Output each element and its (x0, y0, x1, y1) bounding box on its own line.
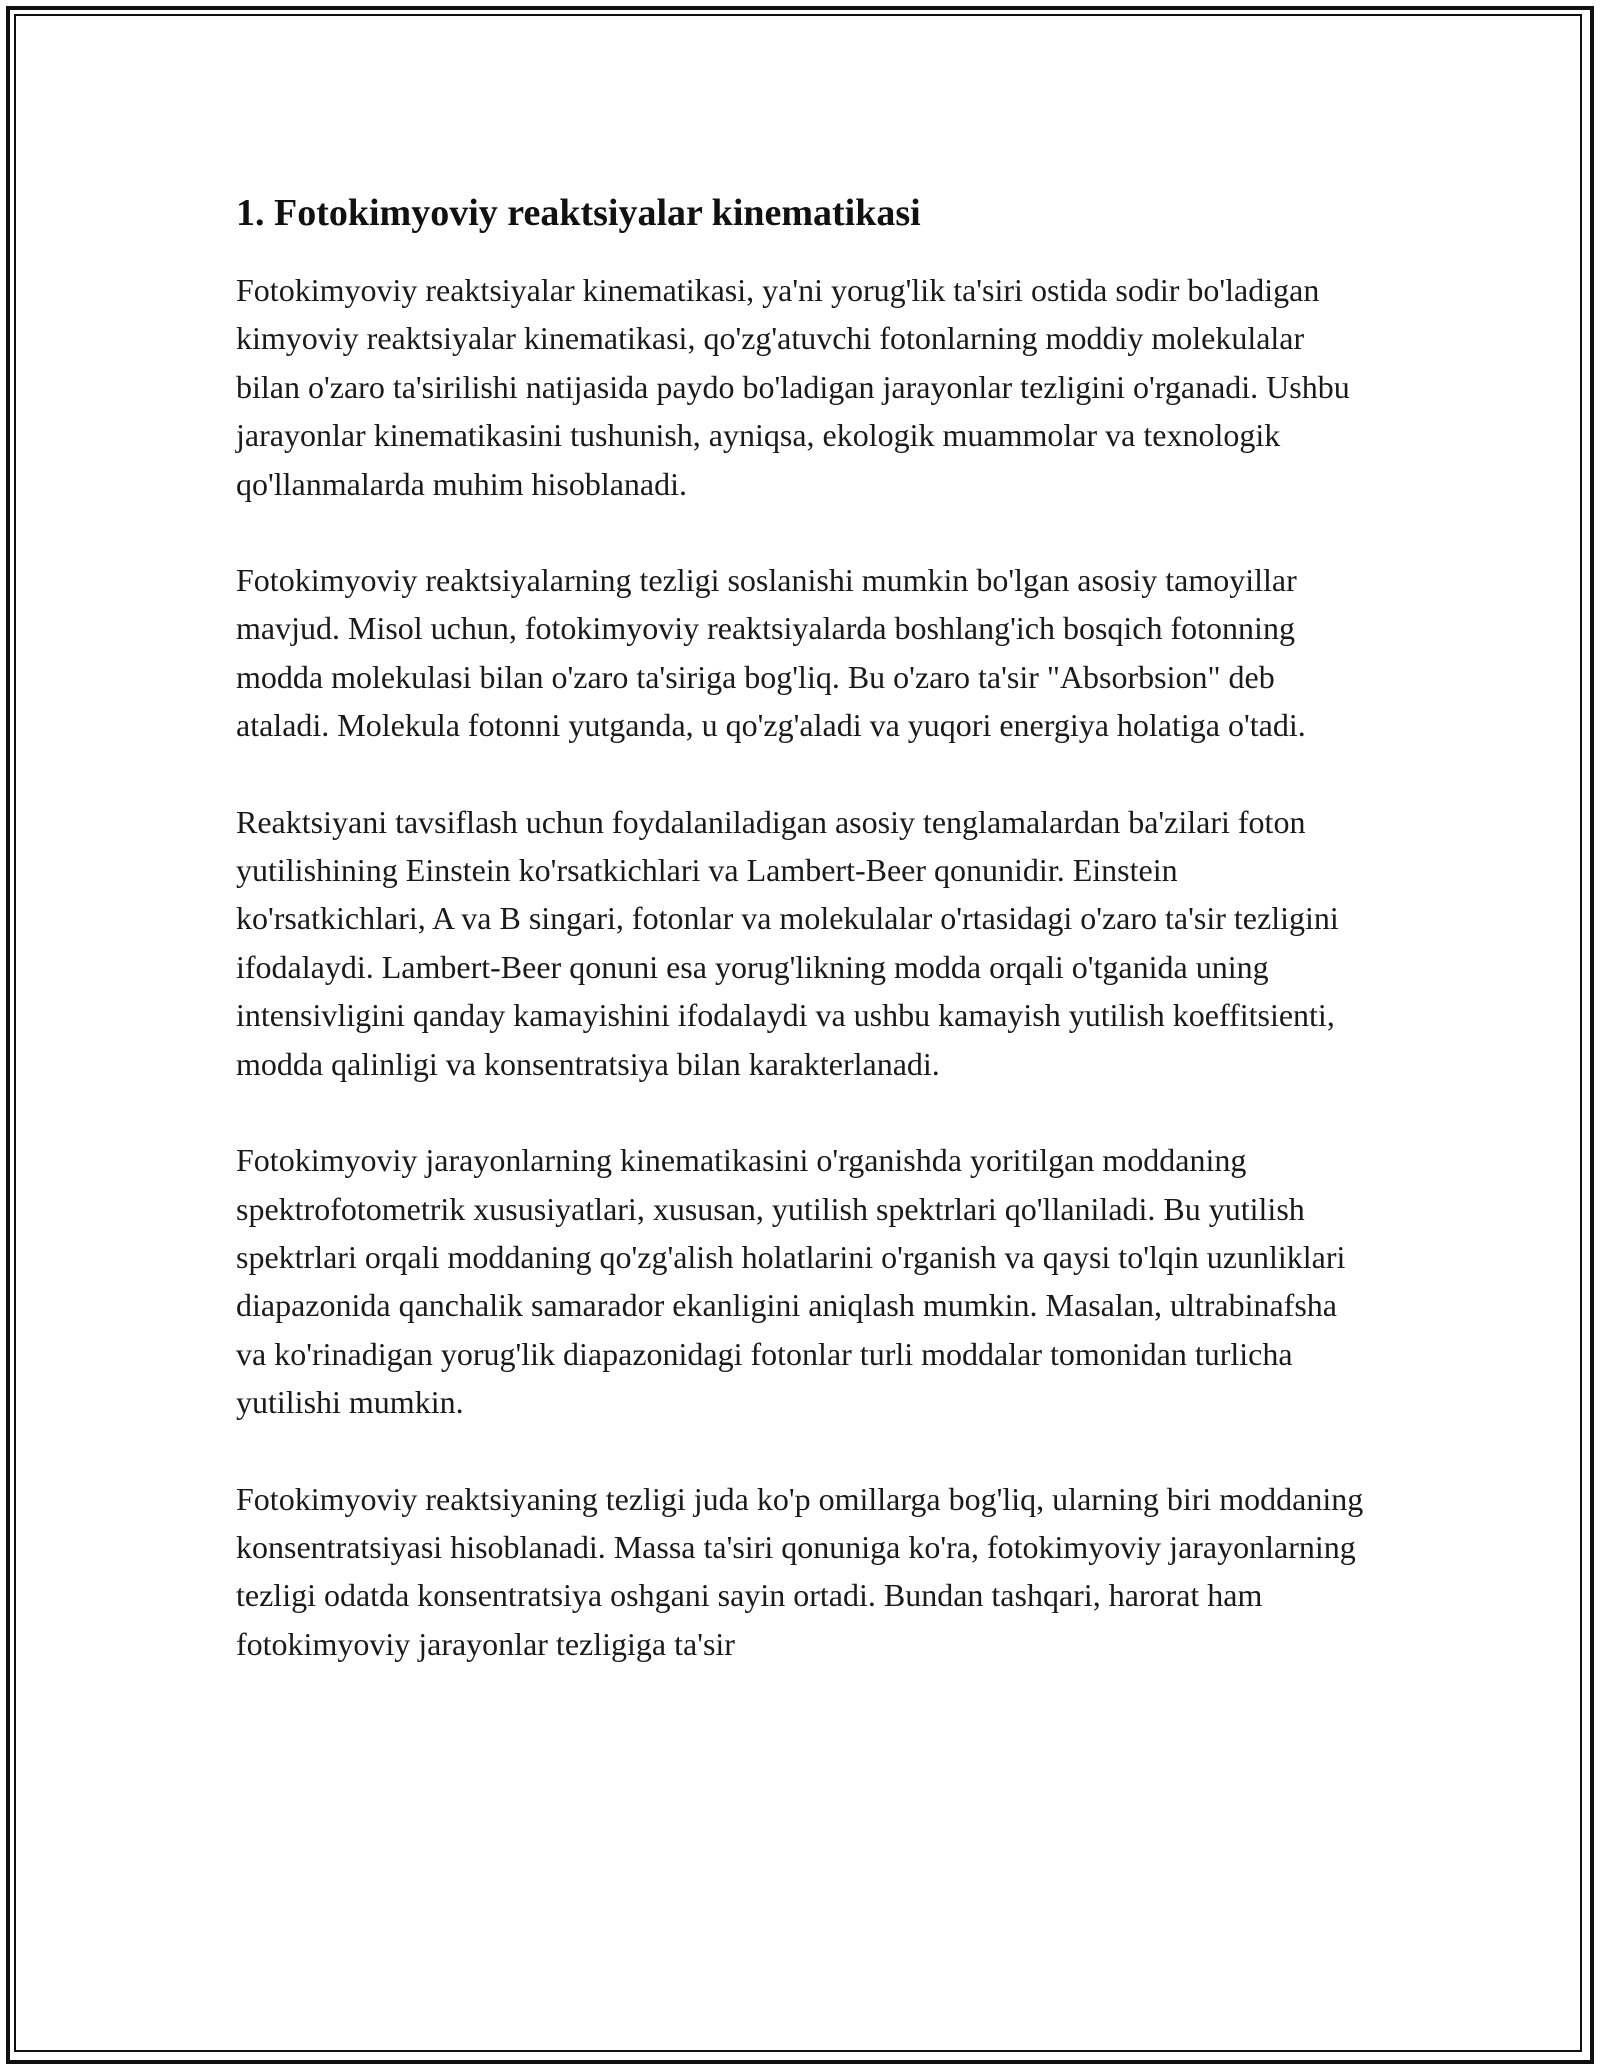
paragraph-2: Fotokimyoviy reaktsiyalarning tezligi soslanishi mumkin bo'lgan asosiy tamoyillar mavjud. Misol uchun, fotokimyoviy reaktsiyalarda boshlang'ich bosqich fotonning modda molekulasi bilan o'zaro ta'siriga bog'liq. Bu o'zaro ta'sir "Absorbsion" deb ataladi. Molekula fotonni yutganda, u qo'zg'aladi va yuqori energiya holatiga o'tadi. (236, 562, 1306, 744)
paragraph-3: Reaktsiyani tavsiflash uchun foydalaniladigan asosiy tenglamalardan ba'zilari foton yutilishining Einstein ko'rsatkichlari va Lambert-Beer qonunidir. Einstein ko'rsatkichlari, A va B singari, fotonlar va molekulalar o'rtasidagi o'zaro ta'sir tezligini ifodalaydi. Lambert-Beer qonuni esa yorug'likning modda orqali o'tganida uning intensivligini qanday kamayishini ifodalaydi va ushbu kamayish yutilish koeffitsienti, modda qalinligi va konsentratsiya bilan karakterlanadi. (236, 803, 1339, 1082)
paragraph-5: Fotokimyoviy reaktsiyaning tezligi juda ko'p omillarga bog'liq, ularning biri moddaning konsentratsiyasi hisoblanadi. Massa ta'siri qonuniga ko'ra, fotokimyoviy jarayonlarning tezligi odatda konsentratsiya oshgani sayin ortadi. Bundan tashqari, harorat ham fotokimyoviy jarayonlar tezligiga ta'sir (236, 1480, 1364, 1662)
section-heading: 1. Fotokimyoviy reaktsiyalar kinematikasi (236, 192, 921, 234)
paragraph-1: Fotokimyoviy reaktsiyalar kinematikasi, ya'ni yorug'lik ta'siri ostida sodir bo'ladigan kimyoviy reaktsiyalar kinematikasi, qo'zg'atuvchi fotonlarning moddiy molekulalar bilan o'zaro ta'sirilishi natijasida paydo bo'ladigan jarayonlar tezligini o'rganadi. Ushbu jarayonlar kinematikasini tushunish, ayniqsa, ekologik muammolar va texnologik qo'llanmalarda muhim hisoblanadi. (236, 272, 1350, 502)
document-body (236, 188, 1366, 1716)
paragraph-4: Fotokimyoviy jarayonlarning kinematikasini o'rganishda yoritilgan moddaning spektrofotometrik xususiyatlari, xususan, yutilish spektrlari qo'llaniladi. Bu yutilish spektrlari orqali moddaning qo'zg'alish holatlarini o'rganish va qaysi to'lqin uzunliklari diapazonida qanchalik samarador ekanligini aniqlash mumkin. Masalan, ultrabinafsha va ko'rinadigan yorug'lik diapazonidagi fotonlar turli moddalar tomonidan turlicha yutilishi mumkin. (236, 1142, 1346, 1421)
